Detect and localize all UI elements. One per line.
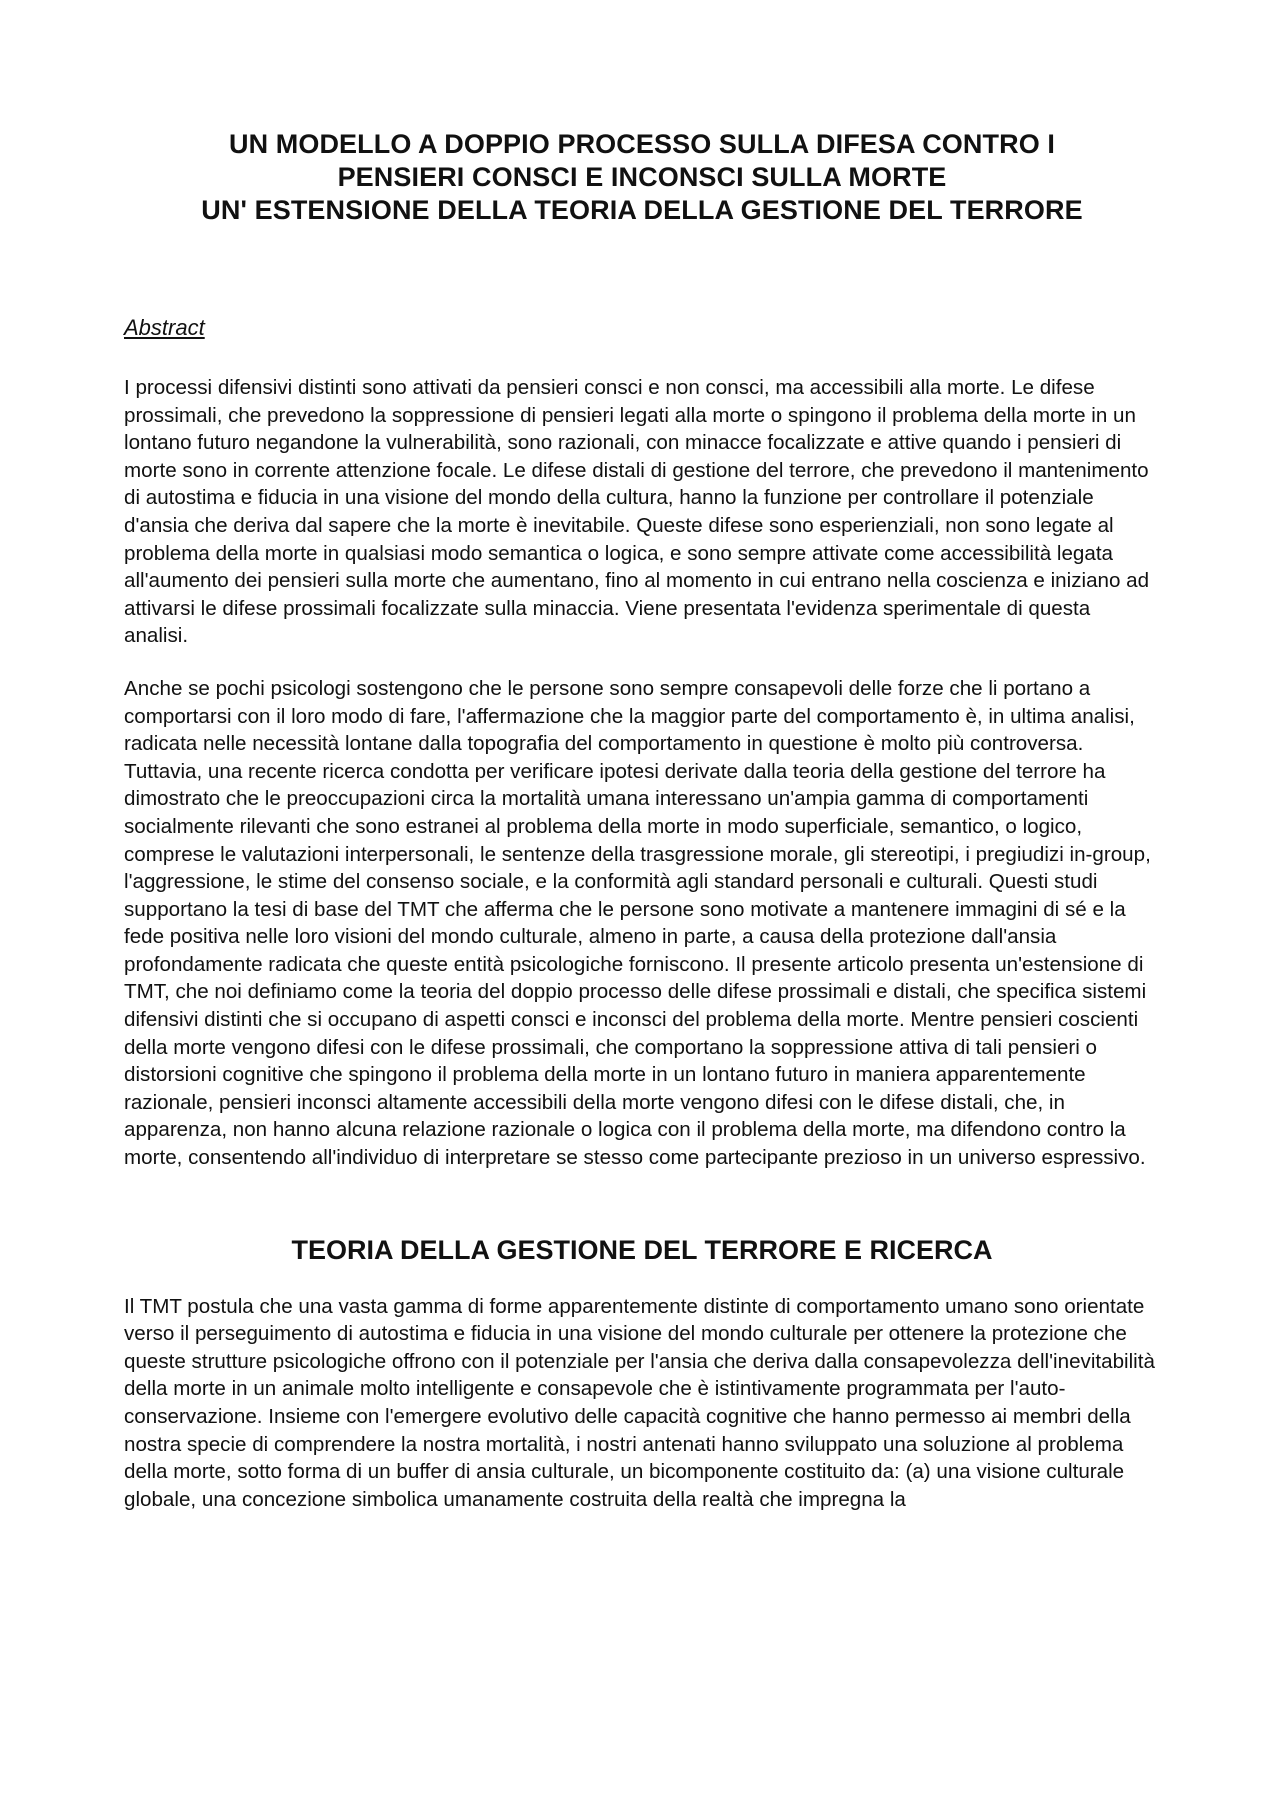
abstract-heading: Abstract	[124, 315, 205, 340]
document-title	[124, 128, 1160, 227]
abstract-paragraph: I processi difensivi distinti sono attivati da pensieri consci e non consci, ma accessibili alla morte. Le difese prossimali, che prevedono la soppressione di pensieri legati alla morte o spingono il problema della morte in un lontano futuro negandone la vulnerabilità, sono razionali, con minacce focalizzate e attive quando i pensieri di morte sono in corrente attenzione focale. Le difese distali di gestione del terrore, che prevedono il mantenimento di autostima e fiducia in una visione del mondo della cultura, hanno la funzione per controllare il potenziale d'ansia che deriva dal sapere che la morte è inevitabile. Queste difese sono esperienziali, non sono legate al problema della morte in qualsiasi modo semantica o logica, e sono sempre attivate come accessibilità legata all'aumento dei pensieri sulla morte che aumentano, fino al momento in cui entrano nella coscienza e iniziano ad attivarsi le difese prossimali focalizzate sulla minaccia. Viene presentata l'evidenza sperimentale di questa analisi.	[124, 376, 1150, 648]
title-line-3: UN' ESTENSIONE DELLA TEORIA DELLA GESTIONE DEL TERRORE	[201, 195, 1083, 225]
title-line-2: PENSIERI CONSCI E INCONSCI SULLA MORTE	[337, 162, 947, 192]
intro-paragraph: Anche se pochi psicologi sostengono che le persone sono sempre consapevoli delle forze che li portano a comportarsi con il loro modo di fare, l'affermazione che la maggior parte del comportamento è, in ultima analisi, radicata nelle necessità lontane dalla topografia del comportamento in questione è molto più controversa. Tuttavia, una recente ricerca condotta per verificare ipotesi derivate dalla teoria della gestione del terrore ha dimostrato che le preoccupazioni circa la mortalità umana interessano un'ampia gamma di comportamenti socialmente rilevanti che sono estranei al problema della morte in modo superficiale, semantico, o logico, comprese le valutazioni interpersonali, le sentenze della trasgressione morale, gli stereotipi, i pregiudizi in-group, l'aggressione, le stime del consenso sociale, e la conformità agli standard personali e culturali. Questi studi supportano la tesi di base del TMT che afferma che le persone sono motivate a mantenere immagini di sé e la fede positiva nelle loro visioni del mondo culturale, almeno in parte, a causa della protezione dall'ansia profondamente radicata che queste entità psicologiche forniscono. Il presente articolo presenta un'estensione di TMT, che noi definiamo come la teoria del doppio processo delle difese prossimali e distali, che specifica sistemi difensivi distinti che si occupano di aspetti consci e inconsci del problema della morte. Mentre pensieri coscienti della morte vengono difesi con le difese prossimali, che comportano la soppressione attiva di tali pensieri o distorsioni cognitive che spingono il problema della morte in un lontano futuro in maniera apparentemente razionale, pensieri inconsci altamente accessibili della morte vengono difesi con le difese distali, che, in apparenza, non hanno alcuna relazione razionale o logica con il problema della morte, ma difendono contro la morte, consentendo all'individuo di interpretare se stesso come partecipante prezioso in un universo espressivo.	[124, 676, 1151, 1170]
section-paragraph: Il TMT postula che una vasta gamma di forme apparentemente distinte di comportamento umano sono orientate verso il perseguimento di autostima e fiducia in una visione del mondo culturale per ottenere la protezione che queste strutture psicologiche offrono con il potenziale per l'ansia che deriva dalla consapevolezza dell'inevitabilità della morte in un animale molto intelligente e consapevole che è istintivamente programmata per l'auto-conservazione. Insieme con l'emergere evolutivo delle capacità cognitive che hanno permesso ai membri della nostra specie di comprendere la nostra mortalità, i nostri antenati hanno sviluppato una soluzione al problema della morte, sotto forma di un buffer di ansia culturale, un bicomponente costituito da: (a) una visione culturale globale, una concezione simbolica umanamente costruita della realtà che impregna la	[124, 1294, 1155, 1511]
title-line-1: UN MODELLO A DOPPIO PROCESSO SULLA DIFESA CONTRO I	[228, 129, 1056, 159]
section-heading: TEORIA DELLA GESTIONE DEL TERRORE E RICERCA	[291, 1234, 993, 1265]
